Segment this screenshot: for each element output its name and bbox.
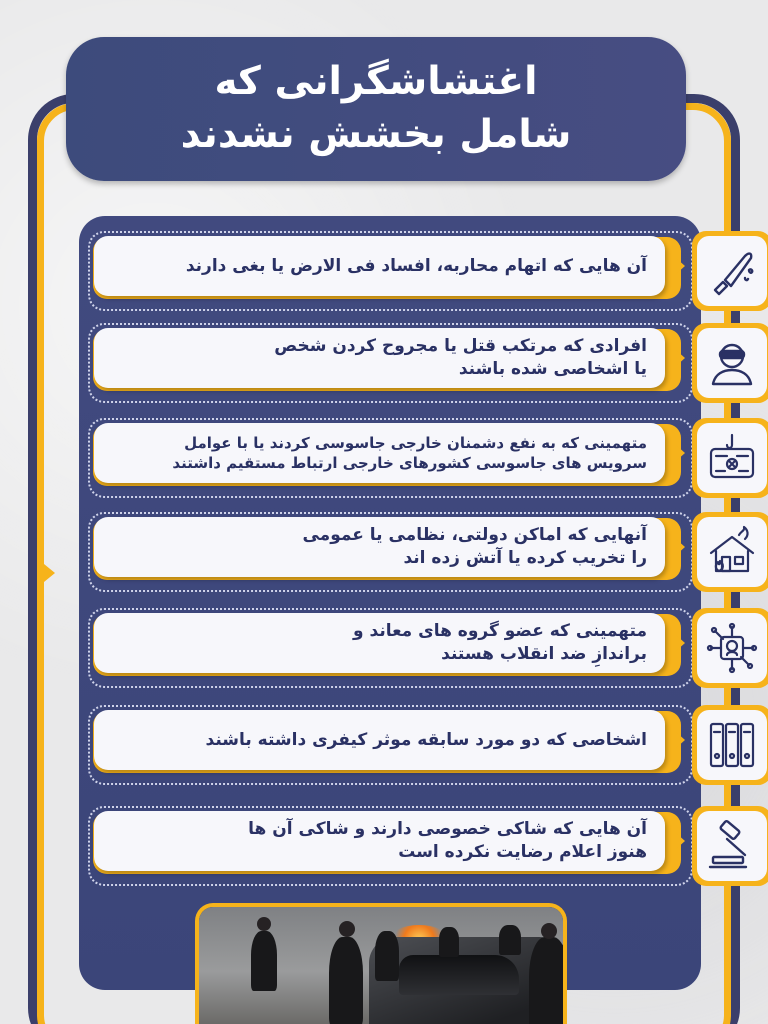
icon-box <box>692 418 768 498</box>
left-arrow-marker <box>44 564 55 582</box>
item-text-card <box>94 328 665 388</box>
hacker-network-icon <box>705 621 759 675</box>
burning-building-icon <box>705 525 759 579</box>
pointer-arrow <box>676 539 685 555</box>
list-item <box>88 231 693 311</box>
pointer-arrow <box>676 635 685 651</box>
title-line-2: شامل بخشش نشدند <box>180 112 572 157</box>
crowd <box>199 917 563 1024</box>
item-text: متهمینی که به نفع دشمنان خارجی جاسوسی کردند یا با عوامل <box>184 433 647 452</box>
hooked-id-card-icon <box>705 431 759 485</box>
item-text-card <box>94 613 665 673</box>
pointer-arrow <box>676 732 685 748</box>
masked-person-icon <box>705 336 759 390</box>
icon-box <box>692 512 768 592</box>
list-item <box>88 705 693 785</box>
pointer-arrow <box>676 833 685 849</box>
list-item <box>88 806 693 886</box>
file-binders-icon <box>705 718 759 772</box>
item-text-card <box>94 710 665 770</box>
item-text: براندازِ ضد انقلاب هستند <box>441 644 647 664</box>
pointer-arrow <box>676 445 685 461</box>
pointer-arrow <box>676 350 685 366</box>
item-text: افرادی که مرتکب قتل یا مجروح کردن شخص <box>274 336 647 357</box>
list-item <box>88 512 693 592</box>
pointer-arrow <box>676 258 685 274</box>
list-item <box>88 418 693 498</box>
item-text: هنوز اعلام رضایت نکرده است <box>398 842 647 862</box>
item-text: متهمینی که عضو گروه های معاند و <box>353 621 647 642</box>
title-line-1: اغتشاشگرانی که <box>214 59 538 105</box>
item-text-card <box>94 236 665 296</box>
icon-box <box>692 323 768 403</box>
item-text: اشخاصی که دو مورد سابقه موثر کیفری داشته باشند <box>205 729 647 750</box>
knife-icon <box>705 244 759 298</box>
item-text: سرویس های جاسوسی کشورهای خارجی ارتباط مستقیم داشتند <box>172 454 647 472</box>
item-text: آن هایی که شاکی خصوصی دارند و شاکی آن ها <box>248 819 647 840</box>
gavel-icon <box>705 819 759 873</box>
icon-box <box>692 608 768 688</box>
title-banner <box>66 37 686 181</box>
item-text-card <box>94 517 665 577</box>
item-text: یا اشخاصی شده باشند <box>458 359 647 379</box>
item-text-card <box>94 811 665 871</box>
item-text: آنهایی که اماکن دولتی، نظامی یا عمومی <box>302 525 647 546</box>
icon-box <box>692 705 768 785</box>
icon-box <box>692 231 768 311</box>
list-item <box>88 608 693 688</box>
list-item <box>88 323 693 403</box>
item-text: آن هایی که اتهام محاربه، افساد فی الارض یا بغی دارند <box>185 255 647 276</box>
icon-box <box>692 806 768 886</box>
item-text: را تخریب کرده یا آتش زده اند <box>403 548 647 568</box>
item-text-card <box>94 423 665 483</box>
protest-photo <box>195 903 567 1024</box>
